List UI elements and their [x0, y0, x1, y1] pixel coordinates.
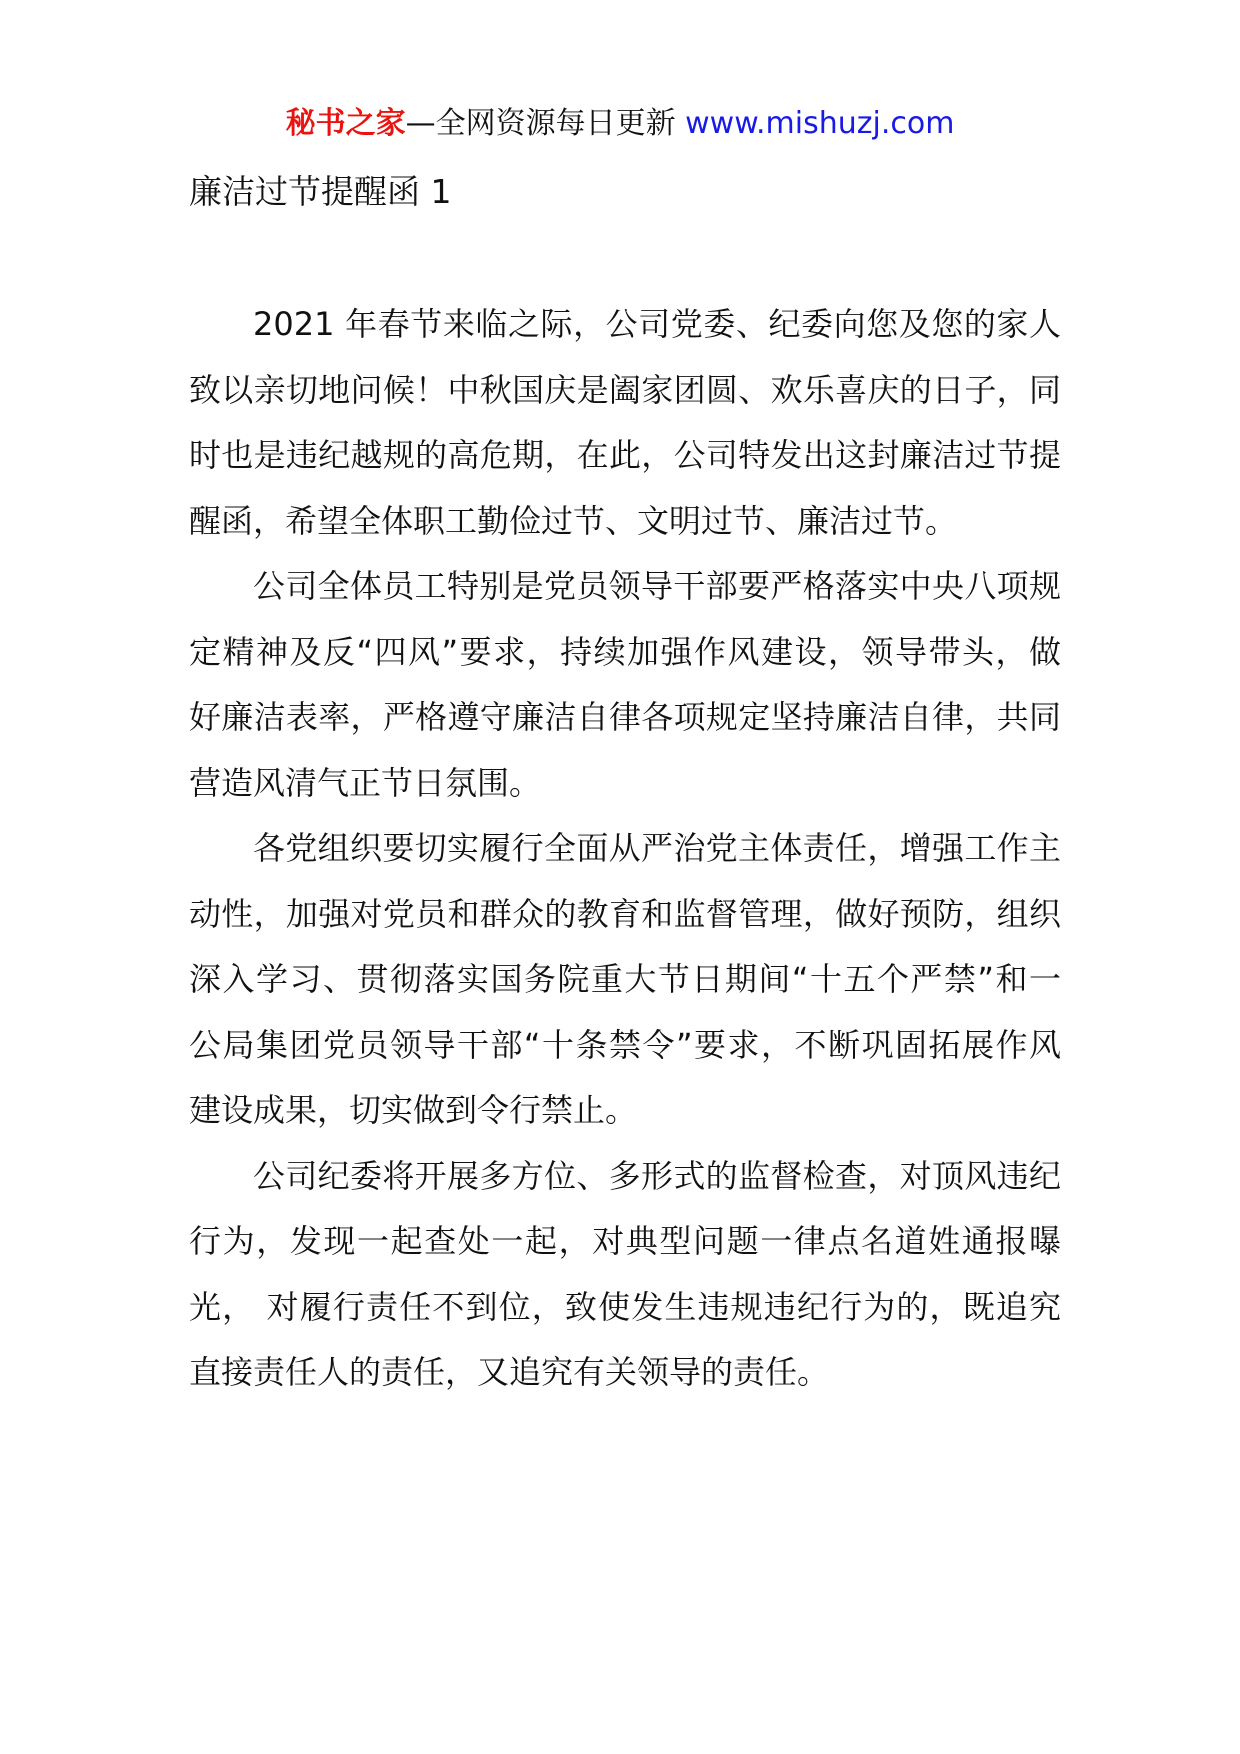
paragraph-2: 公司全体员工特别是党员领导干部要严格落实中央八项规 定精神及反“四风”要求，持续加强作风建设，领导带头，做 好廉洁表率，严格遵守廉洁自律各项规定坚持廉洁自律，共同 营造风清气正节日氛围。	[189, 567, 1061, 802]
document-title: 廉洁过节提醒函 1	[189, 172, 452, 211]
header-tagline: —全网资源每日更新	[405, 106, 676, 141]
brand-name: 秘书之家	[285, 106, 406, 141]
paragraph-4: 公司纪委将开展多方位、多形式的监督检查，对顶风违纪行为，发现一起查处一起，对典型问题一律点名道姓通报曝光， 对履行责任不到位，致使发生违规违纪行为的，既追究直接责任人的责任，又追究有关领导的责任。	[189, 1156, 1061, 1391]
website-link[interactable]: www.mishuzj.com	[685, 106, 955, 141]
document-body	[189, 292, 1061, 1406]
page-header	[0, 104, 1240, 144]
paragraph-1: 2021 年春节来临之际，公司党委、纪委向您及您的家人致以亲切地问候！中秋国庆是阖家团圆、欢乐喜庆的日子，同时也是违纪越规的高危期，在此，公司特发出这封廉洁过节提醒函，希望全体职工勤俭过节、文明过节、廉洁过节。	[189, 305, 1061, 540]
paragraph-3: 各党组织要切实履行全面从严治党主体责任，增强工作主 动性，加强对党员和群众的教育和监督管理，做好预防，组织 深入学习、贯彻落实国务院重大节日期间“十五个严禁”和一 公局集团党员领导干部“十条禁令”要求，不断巩固拓展作风 建设成果，切实做到令行禁止。	[189, 829, 1061, 1129]
